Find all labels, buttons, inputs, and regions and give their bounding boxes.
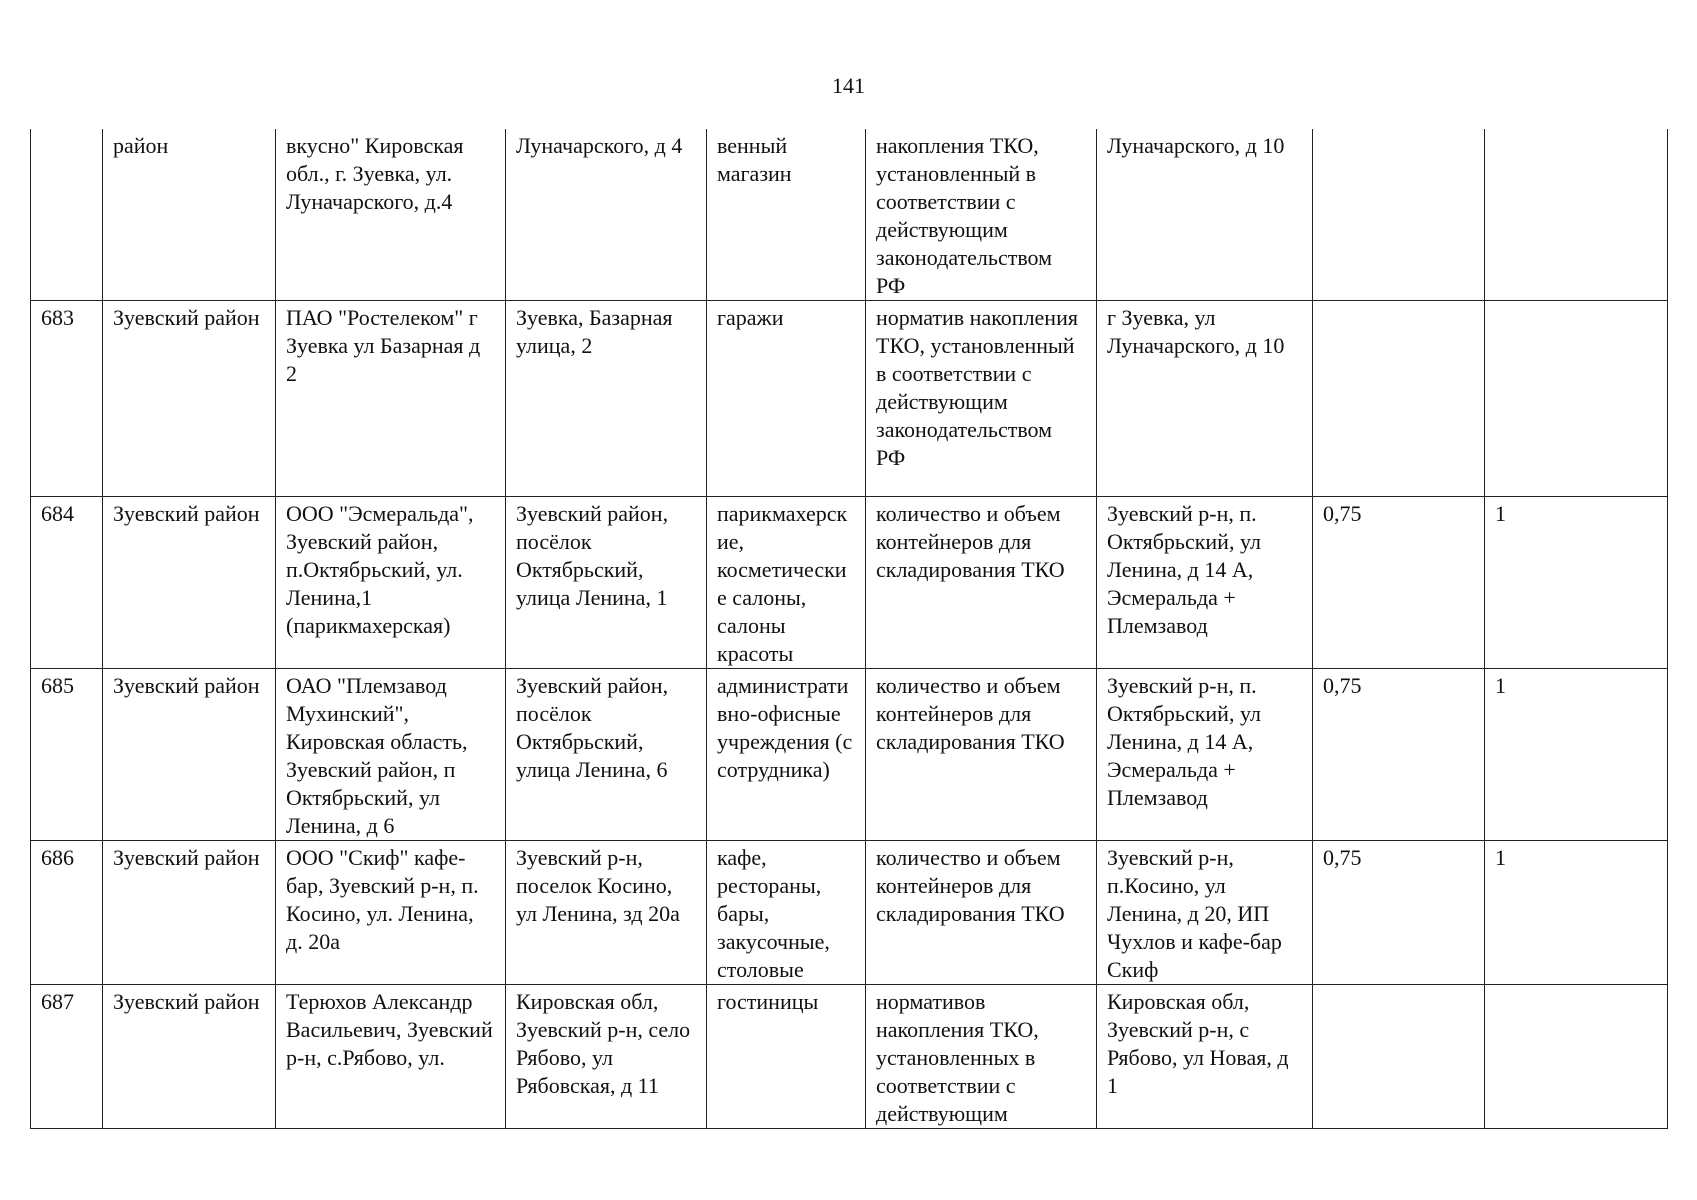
waste-registry-table: [30, 129, 1668, 1129]
table-row: [31, 985, 1668, 1129]
table-row: [31, 841, 1668, 985]
cell-district: Зуевский район: [103, 497, 276, 669]
cell-category: парикмахерские, косметические салоны, салоны красоты: [707, 497, 866, 669]
page-number: 141: [832, 73, 865, 98]
cell-site: Луначарского, д 10: [1097, 129, 1313, 301]
cell-site: Кировская обл, Зуевский р-н, с Рябово, ул Новая, д 1: [1097, 985, 1313, 1129]
cell-volume: 0,75: [1313, 497, 1485, 669]
cell-norm: нормативов накопления ТКО, установленных в соответствии с действующим: [866, 985, 1097, 1129]
cell-address: Зуевский р-н, поселок Косино, ул Ленина, зд 20а: [506, 841, 707, 985]
cell-volume: [1313, 985, 1485, 1129]
cell-district: Зуевский район: [103, 985, 276, 1129]
cell-number: 686: [31, 841, 103, 985]
table-row: [31, 669, 1668, 841]
cell-organization: ПАО "Ростелеком" г Зуевка ул Базарная д 2: [276, 301, 506, 497]
cell-volume: 0,75: [1313, 841, 1485, 985]
cell-number: 683: [31, 301, 103, 497]
cell-norm: количество и объем контейнеров для складирования ТКО: [866, 497, 1097, 669]
cell-organization: ООО "Эсмеральда", Зуевский район, п.Октябрьский, ул. Ленина,1 (парикмахерская): [276, 497, 506, 669]
table-row: [31, 129, 1668, 301]
cell-address: Кировская обл, Зуевский р-н, село Рябово, ул Рябовская, д 11: [506, 985, 707, 1129]
cell-norm: норматив накопления ТКО, установленный в соответствии с действующим законодательством РФ: [866, 301, 1097, 497]
cell-organization: ООО "Скиф" кафе-бар, Зуевский р-н, п. Косино, ул. Ленина, д. 20а: [276, 841, 506, 985]
cell-norm: накопления ТКО, установленный в соответствии с действующим законодательством РФ: [866, 129, 1097, 301]
table-row: [31, 301, 1668, 497]
cell-category: гаражи: [707, 301, 866, 497]
cell-number: 685: [31, 669, 103, 841]
cell-district: Зуевский район: [103, 669, 276, 841]
cell-volume: 0,75: [1313, 669, 1485, 841]
cell-category: гостиницы: [707, 985, 866, 1129]
cell-address: Зуевский район, посёлок Октябрьский, улица Ленина, 1: [506, 497, 707, 669]
cell-category: венный магазин: [707, 129, 866, 301]
cell-count: 1: [1485, 497, 1668, 669]
cell-organization: вкусно" Кировская обл., г. Зуевка, ул. Луначарского, д.4: [276, 129, 506, 301]
cell-address: Луначарского, д 4: [506, 129, 707, 301]
cell-norm: количество и объем контейнеров для складирования ТКО: [866, 841, 1097, 985]
cell-district: район: [103, 129, 276, 301]
cell-district: Зуевский район: [103, 301, 276, 497]
cell-address: Зуевский район, посёлок Октябрьский, улица Ленина, 6: [506, 669, 707, 841]
cell-category: кафе, рестораны, бары, закусочные, столовые: [707, 841, 866, 985]
cell-site: Зуевский р-н, п. Октябрьский, ул Ленина, д 14 А, Эсмеральда + Племзавод: [1097, 669, 1313, 841]
cell-site: Зуевский р-н, п.Косино, ул Ленина, д 20, ИП Чухлов и кафе-бар Скиф: [1097, 841, 1313, 985]
cell-address: Зуевка, Базарная улица, 2: [506, 301, 707, 497]
cell-norm: количество и объем контейнеров для складирования ТКО: [866, 669, 1097, 841]
cell-count: [1485, 985, 1668, 1129]
cell-district: Зуевский район: [103, 841, 276, 985]
cell-count: [1485, 129, 1668, 301]
cell-volume: [1313, 301, 1485, 497]
cell-count: 1: [1485, 669, 1668, 841]
cell-count: 1: [1485, 841, 1668, 985]
cell-number: [31, 129, 103, 301]
cell-organization: ОАО "Племзавод Мухинский", Кировская область, Зуевский район, п Октябрьский, ул Ленина, д 6: [276, 669, 506, 841]
cell-category: административно-офисные учреждения (с сотрудника): [707, 669, 866, 841]
cell-number: 687: [31, 985, 103, 1129]
table-row: [31, 497, 1668, 669]
cell-number: 684: [31, 497, 103, 669]
cell-count: [1485, 301, 1668, 497]
cell-site: г Зуевка, ул Луначарского, д 10: [1097, 301, 1313, 497]
cell-organization: Терюхов Александр Васильевич, Зуевский р-н, с.Рябово, ул.: [276, 985, 506, 1129]
cell-site: Зуевский р-н, п. Октябрьский, ул Ленина, д 14 А, Эсмеральда + Племзавод: [1097, 497, 1313, 669]
cell-volume: [1313, 129, 1485, 301]
